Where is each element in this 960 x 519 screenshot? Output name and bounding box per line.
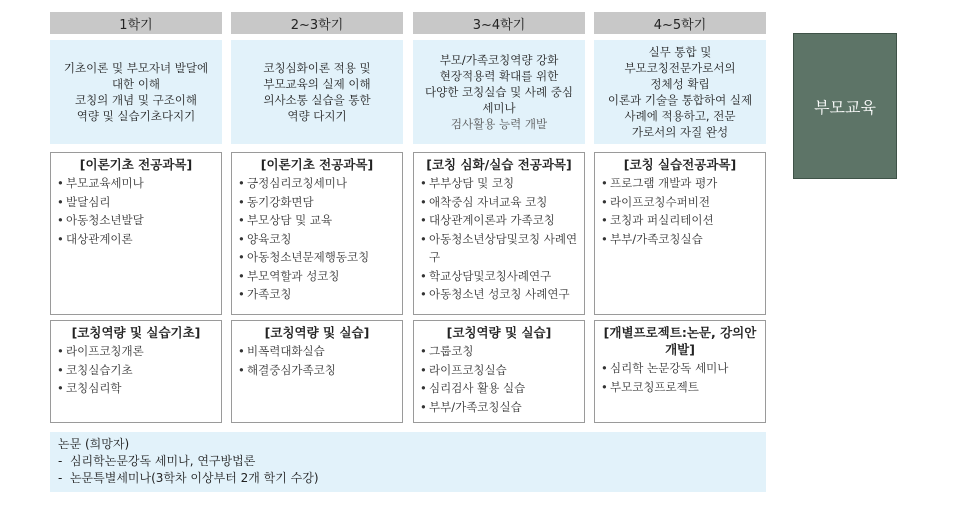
list-item-label: 코칭심리학 [66,381,122,395]
list-item [57,174,215,193]
course-box-title: [이론기초 전공과목] [79,157,193,172]
semester-objective [231,40,403,144]
objective-line: 기초이론 및 부모자녀 발달에 [63,61,209,75]
list-item [601,230,759,249]
objective-line: 부모코칭전문가로서의 [624,61,736,75]
bullet-icon: • [57,194,64,209]
list-item-label: 라이프코칭수퍼비전 [610,194,710,209]
semester-objective [413,40,585,144]
list-item [238,193,396,212]
thesis-line: - 심리학논문강독 세미나, 연구방법론 [58,454,256,468]
bullet-icon: • [238,268,245,283]
course-box-list [420,174,578,304]
list-item-label: 부모상담 및 교육 [247,213,333,227]
list-item [238,342,396,361]
list-item [420,398,578,417]
course-box [50,152,222,315]
objective-line: 현장적용력 확대를 위한 [439,69,559,83]
bullet-icon: • [420,194,427,209]
bullet-icon: • [601,379,608,394]
practice-box-list [601,359,759,396]
list-item-label: 부모역할과 성코칭 [247,268,340,283]
bullet-icon: • [57,344,64,358]
list-item-label: 가족코칭 [247,287,292,301]
bullet-icon: • [57,362,64,377]
list-item-label: 동기강화면담 [247,194,314,209]
objective-line: 코칭심화이론 적용 및 [263,61,371,75]
objective-line: 이론과 기술을 통합하여 실제 [607,93,753,107]
bullet-icon: • [601,213,608,227]
list-item [420,211,578,230]
practice-box [50,320,222,423]
bullet-icon: • [238,362,245,377]
bullet-icon: • [57,176,64,190]
bullet-icon: • [420,344,427,358]
bullet-icon: • [601,231,608,246]
thesis-box [50,432,766,492]
list-item [601,174,759,193]
bullet-icon: • [420,381,427,395]
list-item-label: 긍정심리코칭세미나 [247,176,347,190]
objective-line: 대한 이해 [111,77,161,91]
list-item-label: 아동청소년 성코칭 사례연구 [429,287,570,301]
list-item-label: 심리학 논문강독 세미나 [610,361,729,375]
list-item [420,267,578,286]
list-item [420,174,578,193]
course-box-title: [코칭 실습전공과목] [623,157,737,172]
list-item-label: 아동청소년상담및코칭 사례연구 [429,231,578,264]
list-item-label: 발달심리 [66,194,111,209]
list-item-label: 심리검사 활용 실습 [429,381,526,395]
list-item-label: 부모교육세미나 [66,176,144,190]
semester-objective [594,40,766,144]
course-box [594,152,766,315]
list-item-label: 아동청소년문제행동코칭 [247,250,370,264]
practice-box-title: [코칭역량 및 실습기초] [71,325,201,340]
list-item [601,193,759,212]
program-label: 부모교육 [814,97,876,117]
list-item [57,342,215,361]
bullet-icon: • [420,399,427,414]
list-item [420,361,578,380]
objective-line: 실무 통합 및 [648,45,712,59]
list-item-label: 학교상담및코칭사례연구 [429,268,552,283]
practice-box-list [57,342,215,398]
objective-line: 부모교육의 실제 이해 [263,77,371,91]
objective-line: 다양한 코칭실습 및 사례 중심 [425,85,573,99]
list-item-label: 부부/가족코칭실습 [429,399,522,414]
semester-header: 3~4학기 [413,12,585,34]
list-item [601,378,759,397]
list-item [238,211,396,230]
objective-line: 역량 다지기 [287,109,347,123]
list-item [420,379,578,398]
list-item [238,230,396,249]
objective-line: 의사소통 실습을 통한 [263,93,371,107]
list-item-label: 대상관계이론과 가족코칭 [429,213,555,227]
list-item-label: 해결중심가족코칭 [247,362,336,377]
bullet-icon: • [238,213,245,227]
practice-box [413,320,585,423]
list-item [420,193,578,212]
course-box-title: [코칭 심화/실습 전공과목] [426,157,572,172]
list-item [57,230,215,249]
course-box-list [601,174,759,248]
bullet-icon: • [57,381,64,395]
program-label-box [793,33,897,179]
list-item [420,342,578,361]
course-box [413,152,585,315]
course-box [231,152,403,315]
bullet-icon: • [238,344,245,358]
bullet-icon: • [57,213,64,227]
list-item-label: 부모코칭프로젝트 [610,379,699,394]
bullet-icon: • [420,362,427,377]
practice-box-title: [개별프로젝트:논문, 강의안 개발] [603,325,757,357]
bullet-icon: • [601,361,608,375]
list-item [420,230,578,267]
objective-subline: 검사활용 능력 개발 [450,117,548,131]
list-item-label: 아동청소년발달 [66,213,144,227]
semester-objective [50,40,222,144]
list-item [238,267,396,286]
thesis-line: - 논문특별세미나(3학차 이상부터 2개 학기 수강) [58,471,319,485]
bullet-icon: • [238,176,245,190]
thesis-heading: 논문 (희망자) [58,437,130,451]
course-box-list [57,174,215,248]
list-item [238,285,396,304]
list-item-label: 부부상담 및 코칭 [429,176,515,190]
bullet-icon: • [238,250,245,264]
list-item [238,248,396,267]
objective-line: 코칭의 개념 및 구조이해 [74,93,198,107]
objective-line: 정체성 확립 [650,77,710,91]
bullet-icon: • [601,176,608,190]
list-item-label: 대상관계이론 [66,231,133,246]
list-item-label: 비폭력대화실습 [247,344,325,358]
semester-header: 4~5학기 [594,12,766,34]
list-item-label: 라이프코칭개론 [66,344,144,358]
list-item-label: 코칭실습기초 [66,362,133,377]
course-box-list [238,174,396,304]
practice-box-title: [코칭역량 및 실습] [446,325,552,340]
list-item [238,174,396,193]
list-item [601,211,759,230]
semester-header: 1학기 [50,12,222,34]
bullet-icon: • [420,268,427,283]
list-item [57,379,215,398]
practice-box [594,320,766,423]
list-item [238,361,396,380]
bullet-icon: • [420,287,427,301]
list-item-label: 부부/가족코칭실습 [610,231,703,246]
practice-box-list [420,342,578,416]
bullet-icon: • [420,231,427,246]
practice-box-list [238,342,396,379]
semester-header: 2~3학기 [231,12,403,34]
objective-line: 사례에 적용하고, 전문 [624,109,736,123]
list-item [57,211,215,230]
objective-line: 부모/가족코칭역량 강화 [439,53,559,67]
bullet-icon: • [57,231,64,246]
objective-line: 가로서의 자질 완성 [631,125,729,139]
list-item [57,361,215,380]
bullet-icon: • [238,231,245,246]
list-item [601,359,759,378]
course-box-title: [이론기초 전공과목] [260,157,374,172]
list-item [420,285,578,304]
practice-box [231,320,403,423]
list-item [57,193,215,212]
bullet-icon: • [420,213,427,227]
bullet-icon: • [601,194,608,209]
objective-line: 역량 및 실습기초다지기 [76,109,196,123]
list-item-label: 라이프코칭실습 [429,362,507,377]
practice-box-title: [코칭역량 및 실습] [264,325,370,340]
list-item-label: 양육코칭 [247,231,292,246]
list-item-label: 코칭과 퍼실리테이션 [610,213,714,227]
list-item-label: 프로그램 개발과 평가 [610,176,718,190]
bullet-icon: • [238,194,245,209]
bullet-icon: • [420,176,427,190]
list-item-label: 그룹코칭 [429,344,474,358]
list-item-label: 애착중심 자녀교육 코칭 [429,194,548,209]
bullet-icon: • [238,287,245,301]
objective-line: 세미나 [482,101,516,115]
